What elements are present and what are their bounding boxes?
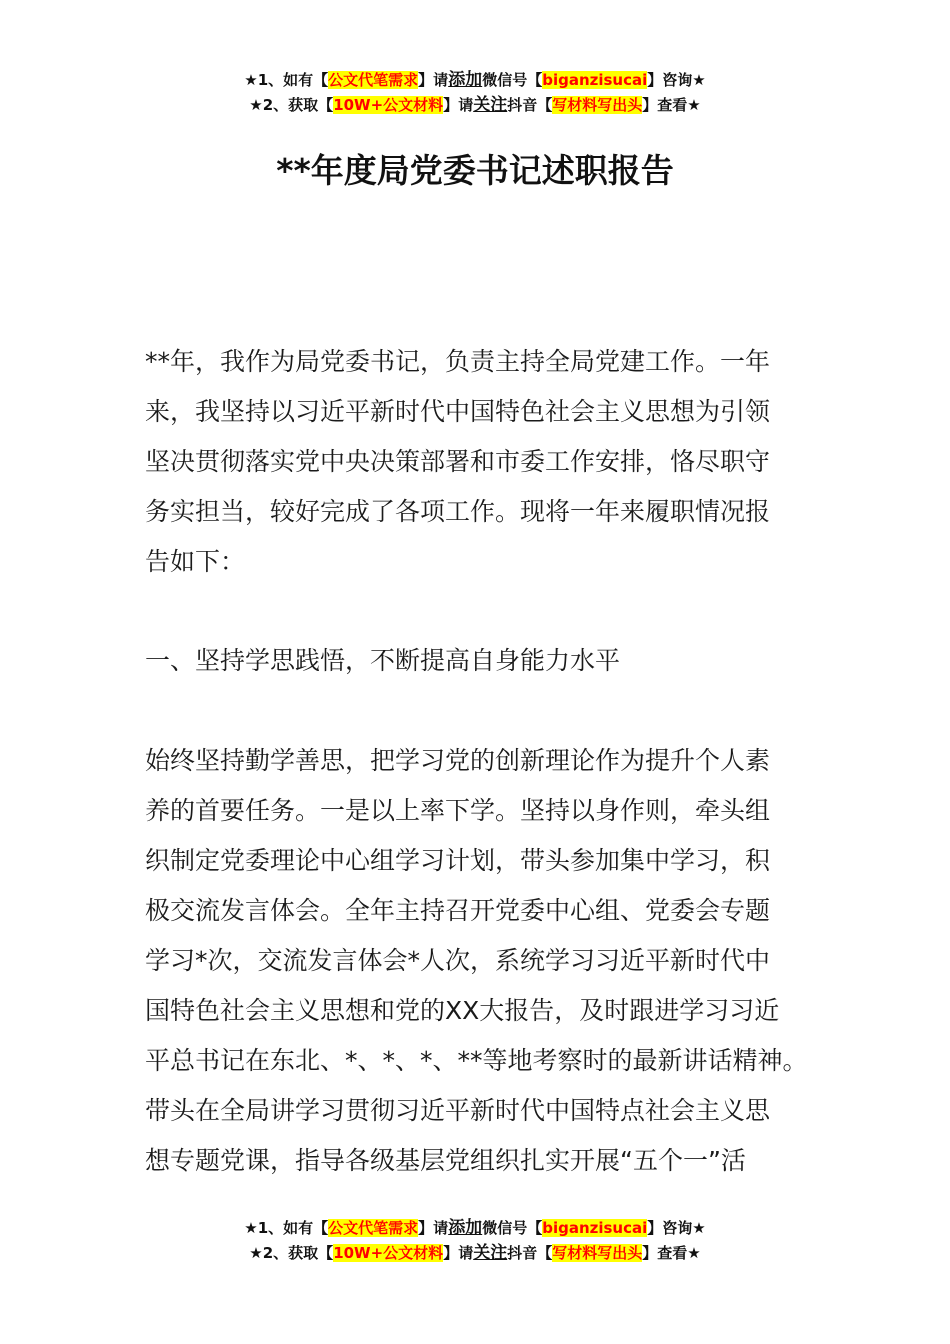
section-paragraph [145, 736, 825, 1186]
intro-line: **年，我作为局党委书记，负责主持全局党建工作。一年 [145, 347, 771, 376]
section-line: 带头在全局讲学习贯彻习近平新时代中国特点社会主义思 [145, 1096, 771, 1125]
section-line: 学习*次，交流发言体会*人次，系统学习习近平新时代中 [145, 946, 771, 975]
section-line: 养的首要任务。一是以上率下学。坚持以身作则，牵头组 [145, 796, 771, 825]
intro-line: 来，我坚持以习近平新时代中国特色社会主义思想为引领 [145, 397, 771, 426]
footer-notice-line-2: ★2、获取【10W+公文材料】请关注抖音【写材料写出头】查看★ [249, 1243, 701, 1263]
section-line: 想专题党课，指导各级基层党组织扎实开展“五个一”活 [145, 1146, 746, 1175]
header-notice-line-2: ★2、获取【10W+公文材料】请关注抖音【写材料写出头】查看★ [249, 95, 701, 115]
highlight-douyin: 写材料写出头 [552, 96, 643, 114]
section-line: 平总书记在东北、*、*、*、**等地考察时的最新讲话精神。 [145, 1046, 808, 1075]
intro-line: 坚决贯彻落实党中央决策部署和市委工作安排，恪尽职守 [145, 447, 771, 476]
section-line: 织制定党委理论中心组学习计划，带头参加集中学习，积 [145, 846, 771, 875]
highlight-wechat-id: biganzisucai [542, 71, 648, 89]
highlight-service: 公文代笔需求 [328, 1219, 419, 1237]
section-heading-text: 一、坚持学思践悟，不断提高自身能力水平 [145, 646, 621, 675]
section-line: 极交流发言体会。全年主持召开党委中心组、党委会专题 [145, 896, 771, 925]
document-title: **年度局党委书记述职报告 [276, 151, 674, 190]
highlight-douyin: 写材料写出头 [552, 1244, 643, 1262]
highlight-materials: 10W+公文材料 [333, 96, 444, 114]
header-notice-line-1: ★1、如有【公文代笔需求】请添加微信号【biganzisucai】咨询★ [244, 70, 706, 90]
header-notice [0, 68, 950, 118]
intro-line: 务实担当，较好完成了各项工作。现将一年来履职情况报 [145, 497, 771, 526]
highlight-wechat-id: biganzisucai [542, 1219, 648, 1237]
footer-notice [0, 1216, 950, 1266]
highlight-materials: 10W+公文材料 [333, 1244, 444, 1262]
intro-paragraph [145, 337, 825, 587]
section-line: 始终坚持勤学善思，把学习党的创新理论作为提升个人素 [145, 746, 771, 775]
section-heading [145, 636, 825, 686]
highlight-service: 公文代笔需求 [328, 71, 419, 89]
intro-line: 告如下： [145, 547, 246, 576]
section-line: 国特色社会主义思想和党的XX大报告，及时跟进学习习近 [145, 996, 780, 1025]
footer-notice-line-1: ★1、如有【公文代笔需求】请添加微信号【biganzisucai】咨询★ [244, 1218, 706, 1238]
